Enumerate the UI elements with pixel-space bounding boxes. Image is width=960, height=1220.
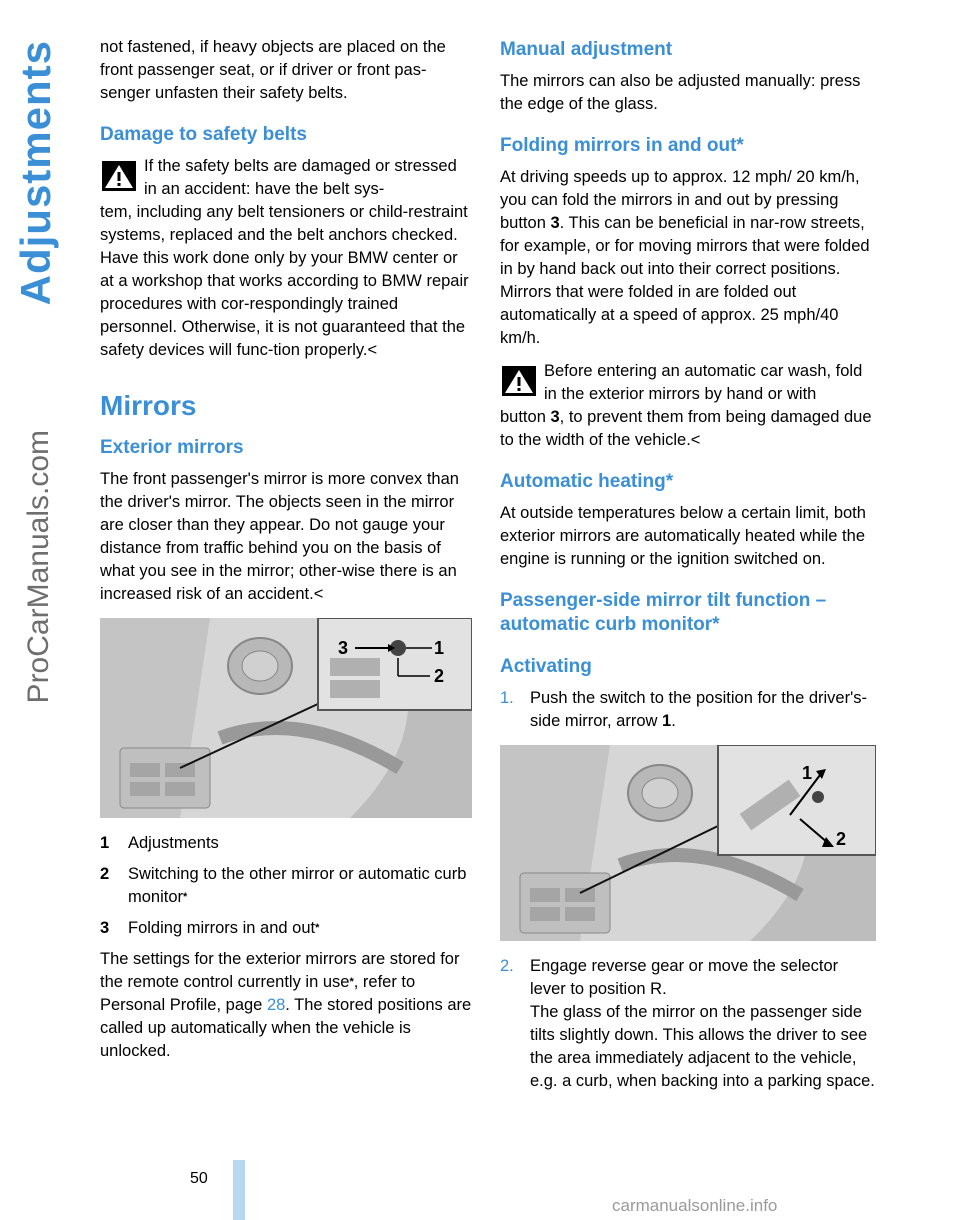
activation-steps <box>500 687 878 1093</box>
curb-monitor-figure <box>500 745 876 941</box>
exterior-text: The front passenger's mirror is more convex than the driver's mirror. The objects seen in the mirror are closer than they appear. Do not gauge your distance from traffic behind you on the basis of what you see in the mirror; other-wise there is an increased risk of an accident.< <box>100 470 459 603</box>
mirror-switch-illustration <box>100 618 472 818</box>
exterior-heading: Exterior mirrors <box>100 437 244 458</box>
damage-warning: If the safety belts are damaged or stressed in an accident: have the belt sys- tem, including any belt tensioners or child-restraint systems, replaced and the belt anchors checked. Have this work done only by your BMW center or at a workshop that works according to BMW repair procedures with cor-respondingly trained personnel. Otherwise, it is not guaranteed that the safety devices will func-tion properly.< <box>100 157 469 359</box>
right-column <box>500 36 878 1103</box>
page-number: 50 <box>190 1170 208 1187</box>
folding-text: At driving speeds up to approx. 12 mph/ 20 km/h, you can fold the mirrors in and out by pressing button 3. This can be beneficial in nar-row streets, for example, or for moving mirrors that were folded in by hand back out into their correct positions. Mirrors that were folded in are folded out automatically at a speed of approx. 25 mph/40 km/h. <box>500 168 870 347</box>
intro-text: not fastened, if heavy objects are placed on the front passenger seat, or if driver or front pas-senger unfasten their safety belts. <box>100 38 446 102</box>
end-mark: < <box>367 341 378 359</box>
arrow-2-label: 2 <box>836 829 847 849</box>
callout-2: 2 <box>434 666 445 686</box>
mirror-switch-figure <box>100 618 472 818</box>
legend-item: 2 Switching to the other mirror or automatic curb monitor* <box>100 865 467 906</box>
damage-heading: Damage to safety belts <box>100 124 307 145</box>
page-bar <box>233 1160 245 1220</box>
heating-heading: Automatic heating* <box>500 471 674 492</box>
page-link[interactable]: 28 <box>266 996 286 1014</box>
footer-watermark: carmanualsonline.info <box>612 1196 778 1215</box>
legend-item: 3 Folding mirrors in and out* <box>100 919 320 937</box>
carwash-warning: Before entering an automatic car wash, fold in the exterior mirrors by hand or with button 3, to prevent them from being damaged due to the width of the vehicle.< <box>500 362 872 449</box>
mirrors-heading: Mirrors <box>100 390 197 421</box>
warning-icon <box>102 161 136 191</box>
folding-heading: Folding mirrors in and out* <box>500 135 744 156</box>
watermark: ProCarManuals.com <box>22 430 55 704</box>
legend-item: 1 Adjustments <box>100 834 219 852</box>
manual-heading: Manual adjustment <box>500 39 673 60</box>
manual-text: The mirrors can also be adjusted manually: press the edge of the glass. <box>500 72 861 113</box>
legend <box>100 832 472 940</box>
left-column <box>100 36 472 1073</box>
step-item: 2. Engage reverse gear or move the selector lever to position R. The glass of the mirror on the passenger side tilts slightly down. This allows the driver to see the area immediately adjacent to the vehicle, e.g. a curb, when backing into a parking space. <box>500 957 875 1090</box>
activating-heading: Activating <box>500 656 592 677</box>
callout-3: 3 <box>338 638 349 658</box>
section-title: Adjustments <box>12 40 59 306</box>
step-item: 1. Push the switch to the position for the driver's-side mirror, arrow 1. <box>500 689 867 730</box>
heating-text: At outside temperatures below a certain limit, both exterior mirrors are automatically heated while the engine is running or the ignition switched on. <box>500 504 866 568</box>
warning-icon <box>502 366 536 396</box>
tilt-heading: Passenger-side mirror tilt function – automatic curb monitor* <box>500 590 827 635</box>
arrow-1-label: 1 <box>802 763 813 783</box>
callout-1: 1 <box>434 638 445 658</box>
stored-settings-text: The settings for the exterior mirrors are stored for the remote control currently in use*, refer to Personal Profile, page 28. The stored positions are called up automatically when the vehicle is unlocked. <box>100 950 472 1060</box>
curb-monitor-illustration <box>500 745 876 941</box>
